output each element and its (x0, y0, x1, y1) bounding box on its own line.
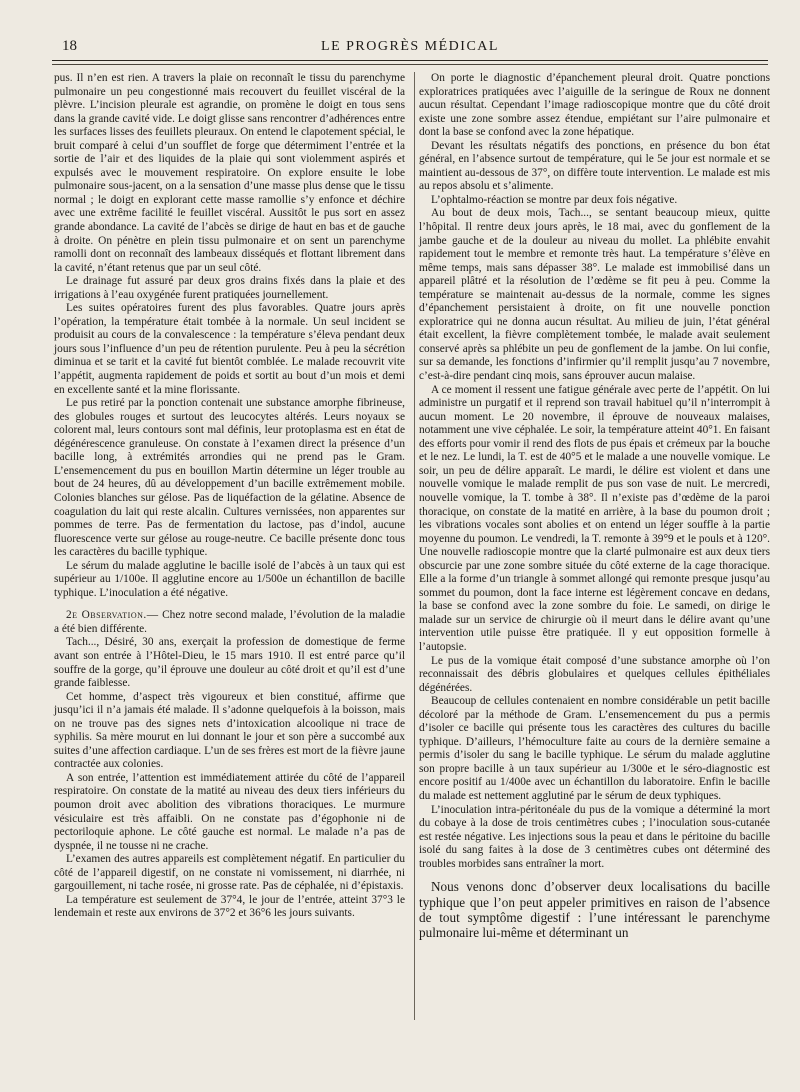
journal-title: LE PROGRÈS MÉDICAL (321, 39, 499, 54)
paragraph: La température est seulement de 37°4, le jour de l’entrée, atteint 37°3 le lendemain et reste aux environs de 37°2 et 36°6 les jours suivants. (54, 893, 405, 920)
observation-paragraph (54, 609, 405, 636)
paragraph: Les suites opératoires furent des plus favorables. Quatre jours après l’opération, la température était tombée à la normale. Un seul incident se produisit au cours de la convalescence : la température s’éleva pendant deux jours sous l’influence d’un peu de rétention purulente. Peu à peu la sécrétion diminua et se tarit et la cavité fut bientôt comblée. Le malade recouvrit vite l’appétit, augmenta rapidement de poids et sortit au bout d’un mois et demi en excellente santé et la mine florissante. (54, 302, 405, 396)
left-column (54, 72, 405, 941)
paragraph: Le pus de la vomique était composé d’une substance amorphe où l’on reconnaissait des débris globulaires et quelques cellules épithéliales dégénérées. (419, 654, 770, 694)
paragraph: L’examen des autres appareils est complètement négatif. En particulier du côté de l’appareil digestif, on ne constate ni vomissement, ni diarrhée, ni gargouillement, ni tache rosée, ni grosse rate. Pas de céphalée, ni d’épistaxis. (54, 853, 405, 893)
paragraph: Le pus retiré par la ponction contenait une substance amorphe fibrineuse, des globules rouges et surtout des leucocytes altérés. Leurs noyaux se colorent mal, leurs contours sont mal définis, leur protoplasma est en état de dégénérescence granuleuse. On constate à l’examen direct la présence d’un bacille long, à extrémités arrondies qui ne prend pas le Gram. L’ensemencement du pus en bouillon Martin détermine un léger trouble au bout de 24 heures, dû au développement d’un bacille extrêmement mobile. Colonies blanches sur gélose. Pas de liquéfaction de la gélatine. Absence de coagulation du lait qui reste alcalin. Cultures vernissées, non apparentes sur pommes de terre. Pas de fermentation du lactose, pas d’indol, aucune fluorescence verte sur gélose au rouge-neutre. Ce bacille présente donc tous les caractères du bacille typhique. (54, 397, 405, 559)
observation-label: 2e Observation.— (66, 609, 159, 622)
paragraph: On porte le diagnostic d’épanchement pleural droit. Quatre ponctions exploratrices pratiquées avec l’aiguille de la seringue de Roux ne donnent aucun résultat. Cependant l’image radioscopique montre que du côté droit existe une zone sombre assez étendue, empiétant sur l’aire pulmonaire et dont la base se confond avec la zone hépatique. (419, 72, 770, 139)
observation-intro: Chez notre second malade, l’évolution de la maladie a été bien différente. (54, 609, 405, 635)
paragraph: Au bout de deux mois, Tach..., se sentant beaucoup mieux, quitte l’hôpital. Il rentre deux jours après, le 18 mai, avec du gonflement de la jambe gauche et de la douleur au niveau du mollet. La phlébite envahit rapidement tout le membre et remonte très haut. La température s’élève en même temps, mais sans dépasser 38°. Le malade est immobilisé dans un appareil plâtré et la résolution de l’œdème se fit peu à peu. Comme la température se maintenait au-dessus de la normale, comme les signes d’épanchement persistaient à droite, on fit une nouvelle ponction exploratrice qui ne donna aucun résultat. Au milieu de juin, l’état général était excellent, la fièvre complètement tombée, le malade avait seulement conservé après sa phlébite un peu de gonflement de la jambe. On lui confie, sur sa demande, les fonctions d’infirmier qu’il remplit jusqu’au 7 novembre, c’est-à-dire pendant cinq mois, sans éprouver aucun malaise. (419, 207, 770, 383)
paragraph: Beaucoup de cellules contenaient en nombre considérable un petit bacille décoloré par la méthode de Gram. L’ensemencement du pus a permis d’isoler ce bacille qui présente tous les caractères des cultures du bacille typhique. D’ailleurs, l’hémoculture faite au cours de la dernière semaine a permis d’isoler du sang le bacille typhique. Le sérum du malade agglutine son propre bacille à un taux supérieur au 1/300e et le séro-diagnostic est encore positif au 1/400e avec un échantillon du laboratoire. Enfin le bacille du malade est nettement agglutiné par le sérum de deux typhiques. (419, 695, 770, 802)
paragraph: pus. Il n’en est rien. A travers la plaie on reconnaît le tissu du parenchyme pulmonaire un peu congestionné mais recouvert du feuillet viscéral de la plèvre. L’incision pleurale est agrandie, on promène le doigt en tous sens dans la grande cavité vide. Le doigt glisse sans rencontrer d’adhérences entre les surfaces lisses des feuillets pleuraux. On entend le clapotement spécial, le bruit comparé à celui d’un soufflet de forge que détermiment l’entrée et la sortie de l’air et des liquides de la plaie qui sont violemment aspirés et expulsés avec le mouvement respiratoire. On explore ensuite le lobe pulmonaire sous-jacent, on a la sensation d’une masse plus dense que le tissu normal ; le doigt en explorant cette masse ramollie s’y enfonce et déchire avec une extrême facilité le feuillet viscéral. Aussitôt le pus sort en assez grande abondance. La cavité de l’abcès se dirige de haut en bas et de gauche à droite. On pénètre en plein tissu pulmonaire et on sent un parenchyme ramolli dont on reconnaît des lambeaux disséqués et flottant librement dans la cavité, n’étant retenus que par un seul côté. (54, 72, 405, 274)
header-rule-thin (52, 64, 768, 65)
conclusion-paragraph: Nous venons donc d’observer deux localisations du bacille typhique que l’on peut appeler primitives en raison de l’absence de tout symptôme digestif : l’une intéressant le parenchyme pulmonaire lui-même et déterminant un (419, 879, 770, 941)
text-columns (54, 72, 770, 941)
page-number: 18 (62, 38, 77, 54)
page-header (52, 38, 768, 60)
paragraph: L’ophtalmo-réaction se montre par deux fois négative. (431, 193, 678, 206)
paragraph: Le drainage fut assuré par deux gros drains fixés dans la plaie et des irrigations à l’eau oxygénée furent pratiquées journellement. (54, 275, 405, 301)
paragraph: Cet homme, d’aspect très vigoureux et bien constitué, affirme que jusqu’ici il n’a jamais été malade. Il s’adonne quelquefois à la boisson, mais on ne trouve pas des signes nets d’intoxication alcoolique ni trace de syphilis. Sa mère mourut en lui donnant le jour et son père a succombé aux suites d’une affection cardiaque. L’un de ses frères est mort de la fièvre jaune contractée aux colonies. (54, 690, 405, 771)
paragraph: Le sérum du malade agglutine le bacille isolé de l’abcès à un taux qui est supérieur au 1/100e. Il agglutine encore au 1/500e un échantillon de bacille typhique. L’inoculation a été négative. (54, 559, 405, 599)
paragraph: Devant les résultats négatifs des ponctions, en présence du bon état général, en l’absence surtout de température, qui le 5e jour est normale et se maintient au-dessous de 37°, on diffère toute intervention. Le malade est mis au repos absolu et s’alimente. (419, 139, 770, 193)
header-rule (52, 60, 768, 61)
paragraph: Tach..., Désiré, 30 ans, exerçait la profession de domestique de ferme avant son entrée à l’Hôtel-Dieu, le 15 mars 1910. Il est entré parce qu’il souffre de la gorge, qu’il éprouve une douleur au côté droit et qu’il est d’une grande faiblesse. (54, 636, 405, 690)
paragraph: A ce moment il ressent une fatigue générale avec perte de l’appétit. On lui administre un purgatif et il reprend son travail habituel qu’il n’interrompit à aucun moment. Le 20 novembre, il éprouve de nouveaux malaises, notamment une vive céphalée. Le soir, la température atteint 40°1. En faisant des efforts pour vomir il rend des flots de pus épais et crémeux par la bouche et le nez. Le lundi, la T. est de 40°5 et le malade a une nouvelle vomique. Le soir, un peu de délire apparaît. Le mardi, le délire est violent et dans une nouvelle vomique le malade remplit de pus son vase de nuit. Le mercredi, nouvelle vomique, la T. tombe à 38°. Il n’existe pas d’œdème de la paroi thoracique, on constate de la matité en arrière, à la base du poumon droit ; les vibrations vocales sont abolies et on entend un léger souffle à la partie moyenne du poumon. Le vendredi, la T. remonte à 39°9 et le pouls et à 120°. Une nouvelle radioscopie montre que la clarté pulmonaire est aux deux tiers obscurcie par une zone sombre située du côté externe de la cage thoracique. Elle a la forme d’un triangle à sommet allongé qui remonte presque jusqu’au sommet du poumon, dont la face interne est légèrement concave en dedans, la base se confond avec la zone sombre du foie. Le samedi, on dirige le malade sur un service de chirurgie où il meurt dans le délire avant qu’une intervention utile puisse être pratiquée. Il y eut opposition formelle à l’autopsie. (419, 383, 770, 653)
right-column (419, 72, 770, 941)
paragraph: L’inoculation intra-péritonéale du pus de la vomique a déterminé la mort du cobaye à la dose de trois centimètres cubes ; l’inoculation sous-cutanée est restée négative. Les injections sous la peau et dans le péritoine du bacille isolé du sang faites à la dose de 3 centimètres cubes ont déterminé des troubles morbides sans entraîner la mort. (419, 803, 770, 870)
paragraph: A son entrée, l’attention est immédiatement attirée du côté de l’appareil respiratoire. On constate de la matité au niveau des deux tiers inférieurs du poumon droit avec abolition des vibrations thoraciques. Le murmure vésiculaire est très affaibli. On ne constate pas d’égophonie ni de pectoriloquie aphone. Le côté gauche est normal. Le malade n’a pas de dyspnée, il ne tousse ni ne crache. (54, 771, 405, 852)
